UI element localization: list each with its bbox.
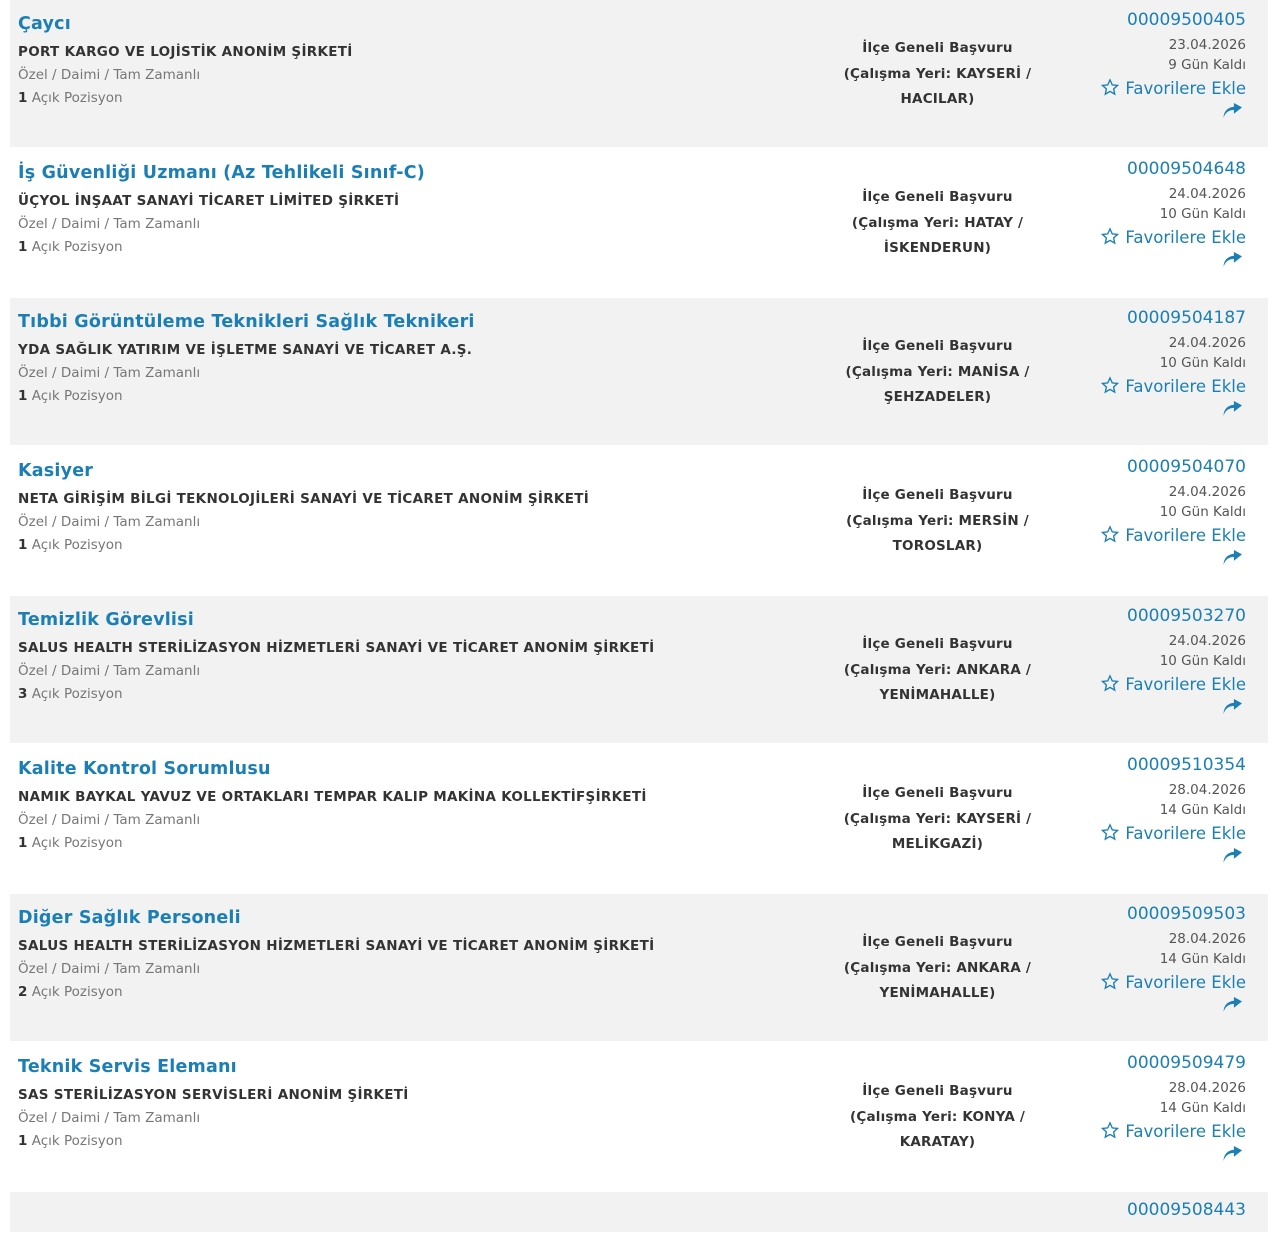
work-location-line1: (Çalışma Yeri: HATAY / <box>851 214 1024 231</box>
open-positions-label: Açık Pozisyon <box>31 984 123 1001</box>
work-location-line1: (Çalışma Yeri: KONYA / <box>849 1108 1026 1125</box>
open-positions <box>18 835 800 851</box>
open-positions <box>18 537 800 553</box>
scope-label: İlçe Geneli Başvuru <box>862 40 1013 56</box>
star-icon <box>1101 972 1119 993</box>
job-remaining-days: 14 Gün Kaldı <box>1159 801 1246 818</box>
job-id-link[interactable]: 00009504187 <box>1127 308 1246 328</box>
job-title-link[interactable]: Çaycı <box>18 14 71 34</box>
job-title-link[interactable]: Temizlik Görevlisi <box>18 610 194 630</box>
job-title-link[interactable]: Kalite Kontrol Sorumlusu <box>18 759 271 779</box>
star-icon <box>1101 376 1119 397</box>
job-id-link[interactable]: 00009509503 <box>1127 904 1246 924</box>
work-location-line1: (Çalışma Yeri: KAYSERİ / <box>843 810 1032 827</box>
add-favorite-button[interactable] <box>1065 972 1246 993</box>
job-title-link[interactable]: Kasiyer <box>18 461 94 481</box>
open-positions-count: 1 <box>18 1133 28 1150</box>
job-summary <box>10 457 810 588</box>
application-scope <box>810 10 1065 141</box>
company-name: NETA GİRİŞİM BİLGİ TEKNOLOJİLERİ SANAYİ VE TİCARET ANONİM ŞİRKETİ <box>18 490 590 507</box>
company-name: SAS STERİLİZASYON SERVİSLERİ ANONİM ŞİRKETİ <box>18 1086 409 1103</box>
application-scope <box>810 159 1065 290</box>
job-list-item[interactable] <box>10 745 1268 892</box>
share-icon[interactable] <box>1222 550 1244 571</box>
job-meta-right <box>1065 1200 1268 1226</box>
scope-label: İlçe Geneli Başvuru <box>862 934 1013 950</box>
scope-label: İlçe Geneli Başvuru <box>862 487 1013 503</box>
job-title-link[interactable]: İş Güvenliği Uzmanı (Az Tehlikeli Sınıf-C) <box>18 163 425 183</box>
job-title-link[interactable]: Tıbbi Görüntüleme Teknikleri Sağlık Teknikeri <box>18 312 475 332</box>
open-positions-count: 1 <box>18 537 28 554</box>
open-positions-label: Açık Pozisyon <box>31 835 123 852</box>
add-favorite-label[interactable]: Favorilere Ekle <box>1125 972 1246 992</box>
share-icon[interactable] <box>1222 699 1244 720</box>
scope-label: İlçe Geneli Başvuru <box>862 785 1013 801</box>
open-positions <box>18 388 800 404</box>
share-icon[interactable] <box>1222 848 1244 869</box>
open-positions <box>18 239 800 255</box>
star-icon <box>1101 1121 1119 1142</box>
share-icon[interactable] <box>1222 997 1244 1018</box>
job-summary <box>10 904 810 1035</box>
open-positions <box>18 984 800 1000</box>
job-id-link[interactable]: 00009509479 <box>1127 1053 1246 1073</box>
job-remaining-days: 10 Gün Kaldı <box>1159 205 1246 222</box>
company-name: SALUS HEALTH STERİLİZASYON HİZMETLERİ SANAYİ VE TİCARET ANONİM ŞİRKETİ <box>18 937 655 954</box>
open-positions-count: 1 <box>18 239 28 256</box>
add-favorite-label[interactable]: Favorilere Ekle <box>1125 376 1246 396</box>
job-date: 24.04.2026 <box>1168 335 1246 352</box>
job-list-item[interactable] <box>10 149 1268 296</box>
application-scope <box>810 755 1065 886</box>
job-date: 24.04.2026 <box>1168 484 1246 501</box>
share-row[interactable] <box>1065 848 1246 869</box>
employment-type: Özel / Daimi / Tam Zamanlı <box>18 514 201 531</box>
add-favorite-label[interactable]: Favorilere Ekle <box>1125 78 1246 98</box>
job-id-link[interactable]: 00009500405 <box>1127 10 1246 30</box>
open-positions <box>18 686 800 702</box>
job-summary <box>10 755 810 886</box>
share-row[interactable] <box>1065 699 1246 720</box>
add-favorite-label[interactable]: Favorilere Ekle <box>1125 1121 1246 1141</box>
share-row[interactable] <box>1065 1146 1246 1167</box>
star-icon <box>1101 823 1119 844</box>
open-positions <box>18 90 800 106</box>
open-positions-count: 1 <box>18 835 28 852</box>
job-remaining-days: 10 Gün Kaldı <box>1159 354 1246 371</box>
open-positions <box>18 1133 800 1149</box>
job-id-link[interactable]: 00009508443 <box>1127 1200 1246 1220</box>
job-list-item[interactable] <box>10 0 1268 147</box>
job-list-item[interactable] <box>10 298 1268 445</box>
job-list-item-partial[interactable] <box>10 1192 1268 1232</box>
add-favorite-button[interactable] <box>1065 78 1246 99</box>
share-row[interactable] <box>1065 997 1246 1018</box>
job-meta-right <box>1065 10 1268 141</box>
share-row[interactable] <box>1065 252 1246 273</box>
job-meta-right <box>1065 755 1268 886</box>
company-name: ÜÇYOL İNŞAAT SANAYİ TİCARET LİMİTED ŞİRKETİ <box>18 192 400 209</box>
share-icon[interactable] <box>1222 401 1244 422</box>
job-remaining-days: 10 Gün Kaldı <box>1159 652 1246 669</box>
open-positions-count: 2 <box>18 984 28 1001</box>
job-remaining-days: 9 Gün Kaldı <box>1168 56 1246 73</box>
open-positions-label: Açık Pozisyon <box>31 90 123 107</box>
work-location-line2: ŞEHZADELER) <box>883 389 992 406</box>
work-location-line1: (Çalışma Yeri: ANKARA / <box>843 661 1032 678</box>
work-location-line1: (Çalışma Yeri: MERSİN / <box>846 512 1029 529</box>
employment-type: Özel / Daimi / Tam Zamanlı <box>18 961 201 978</box>
job-remaining-days: 10 Gün Kaldı <box>1159 503 1246 520</box>
share-icon[interactable] <box>1222 1146 1244 1167</box>
company-name: PORT KARGO VE LOJİSTİK ANONİM ŞİRKETİ <box>18 43 353 60</box>
open-positions-label: Açık Pozisyon <box>31 1133 123 1150</box>
open-positions-count: 3 <box>18 686 28 703</box>
open-positions-count: 1 <box>18 90 28 107</box>
job-date: 24.04.2026 <box>1168 186 1246 203</box>
add-favorite-label[interactable]: Favorilere Ekle <box>1125 227 1246 247</box>
job-id-link[interactable]: 00009504070 <box>1127 457 1246 477</box>
scope-label: İlçe Geneli Başvuru <box>862 636 1013 652</box>
star-icon <box>1101 227 1119 248</box>
add-favorite-label[interactable]: Favorilere Ekle <box>1125 823 1246 843</box>
add-favorite-button[interactable] <box>1065 525 1246 546</box>
job-date: 28.04.2026 <box>1168 931 1246 948</box>
employment-type: Özel / Daimi / Tam Zamanlı <box>18 812 201 829</box>
job-id-link[interactable]: 00009504648 <box>1127 159 1246 179</box>
application-scope <box>810 1053 1065 1184</box>
job-date: 28.04.2026 <box>1168 782 1246 799</box>
add-favorite-label[interactable]: Favorilere Ekle <box>1125 674 1246 694</box>
job-title-link[interactable]: Diğer Sağlık Personeli <box>18 908 241 928</box>
work-location-line2: HACILAR) <box>900 91 975 108</box>
job-summary <box>10 159 810 290</box>
star-icon <box>1101 78 1119 99</box>
share-icon[interactable] <box>1222 103 1244 124</box>
employment-type: Özel / Daimi / Tam Zamanlı <box>18 663 201 680</box>
employment-type: Özel / Daimi / Tam Zamanlı <box>18 1110 201 1127</box>
star-icon <box>1101 674 1119 695</box>
open-positions-label: Açık Pozisyon <box>31 239 123 256</box>
add-favorite-button[interactable] <box>1065 1121 1246 1142</box>
company-name: NAMIK BAYKAL YAVUZ VE ORTAKLARI TEMPAR KALIP MAKİNA KOLLEKTİFŞİRKETİ <box>18 788 647 805</box>
scope-label: İlçe Geneli Başvuru <box>862 1083 1013 1099</box>
work-location-line1: (Çalışma Yeri: ANKARA / <box>843 959 1032 976</box>
job-meta-right <box>1065 606 1268 737</box>
work-location-line2: YENİMAHALLE) <box>879 687 996 704</box>
add-favorite-label[interactable]: Favorilere Ekle <box>1125 525 1246 545</box>
job-date: 28.04.2026 <box>1168 1080 1246 1097</box>
add-favorite-button[interactable] <box>1065 227 1246 248</box>
scope-label: İlçe Geneli Başvuru <box>862 338 1013 354</box>
add-favorite-button[interactable] <box>1065 674 1246 695</box>
job-meta-right <box>1065 457 1268 588</box>
job-date: 24.04.2026 <box>1168 633 1246 650</box>
share-row[interactable] <box>1065 103 1246 124</box>
application-scope <box>810 904 1065 1035</box>
job-remaining-days: 14 Gün Kaldı <box>1159 950 1246 967</box>
work-location-line1: (Çalışma Yeri: MANİSA / <box>845 363 1030 380</box>
open-positions-label: Açık Pozisyon <box>31 686 123 703</box>
work-location-line2: TOROSLAR) <box>892 538 983 555</box>
employment-type: Özel / Daimi / Tam Zamanlı <box>18 216 201 233</box>
star-icon <box>1101 525 1119 546</box>
job-meta-right <box>1065 1053 1268 1184</box>
add-favorite-button[interactable] <box>1065 823 1246 844</box>
work-location-line2: MELİKGAZİ) <box>891 836 984 853</box>
job-summary <box>10 606 810 737</box>
share-row[interactable] <box>1065 550 1246 571</box>
job-remaining-days: 14 Gün Kaldı <box>1159 1099 1246 1116</box>
open-positions-label: Açık Pozisyon <box>31 388 123 405</box>
job-list-item[interactable] <box>10 894 1268 1041</box>
job-summary <box>10 308 810 439</box>
work-location-line2: YENİMAHALLE) <box>879 985 996 1002</box>
job-meta-right <box>1065 904 1268 1035</box>
application-scope <box>810 457 1065 588</box>
job-title-link[interactable]: Teknik Servis Elemanı <box>18 1057 237 1077</box>
job-list-item[interactable] <box>10 596 1268 743</box>
share-icon[interactable] <box>1222 252 1244 273</box>
job-date: 23.04.2026 <box>1168 37 1246 54</box>
job-list-item[interactable] <box>10 1043 1268 1190</box>
job-list-item[interactable] <box>10 447 1268 594</box>
scope-label: İlçe Geneli Başvuru <box>862 189 1013 205</box>
open-positions-count: 1 <box>18 388 28 405</box>
share-row[interactable] <box>1065 401 1246 422</box>
employment-type: Özel / Daimi / Tam Zamanlı <box>18 365 201 382</box>
work-location-line2: İSKENDERUN) <box>883 240 992 257</box>
company-name: SALUS HEALTH STERİLİZASYON HİZMETLERİ SANAYİ VE TİCARET ANONİM ŞİRKETİ <box>18 639 655 656</box>
job-meta-right <box>1065 159 1268 290</box>
open-positions-label: Açık Pozisyon <box>31 537 123 554</box>
job-id-link[interactable]: 00009503270 <box>1127 606 1246 626</box>
employment-type: Özel / Daimi / Tam Zamanlı <box>18 67 201 84</box>
add-favorite-button[interactable] <box>1065 376 1246 397</box>
application-scope <box>810 308 1065 439</box>
work-location-line2: KARATAY) <box>899 1134 976 1151</box>
job-summary <box>10 10 810 141</box>
job-id-link[interactable]: 00009510354 <box>1127 755 1246 775</box>
application-scope <box>810 606 1065 737</box>
job-summary <box>10 1053 810 1184</box>
job-meta-right <box>1065 308 1268 439</box>
work-location-line1: (Çalışma Yeri: KAYSERİ / <box>843 65 1032 82</box>
company-name: YDA SAĞLIK YATIRIM VE İŞLETME SANAYİ VE TİCARET A.Ş. <box>18 341 473 358</box>
